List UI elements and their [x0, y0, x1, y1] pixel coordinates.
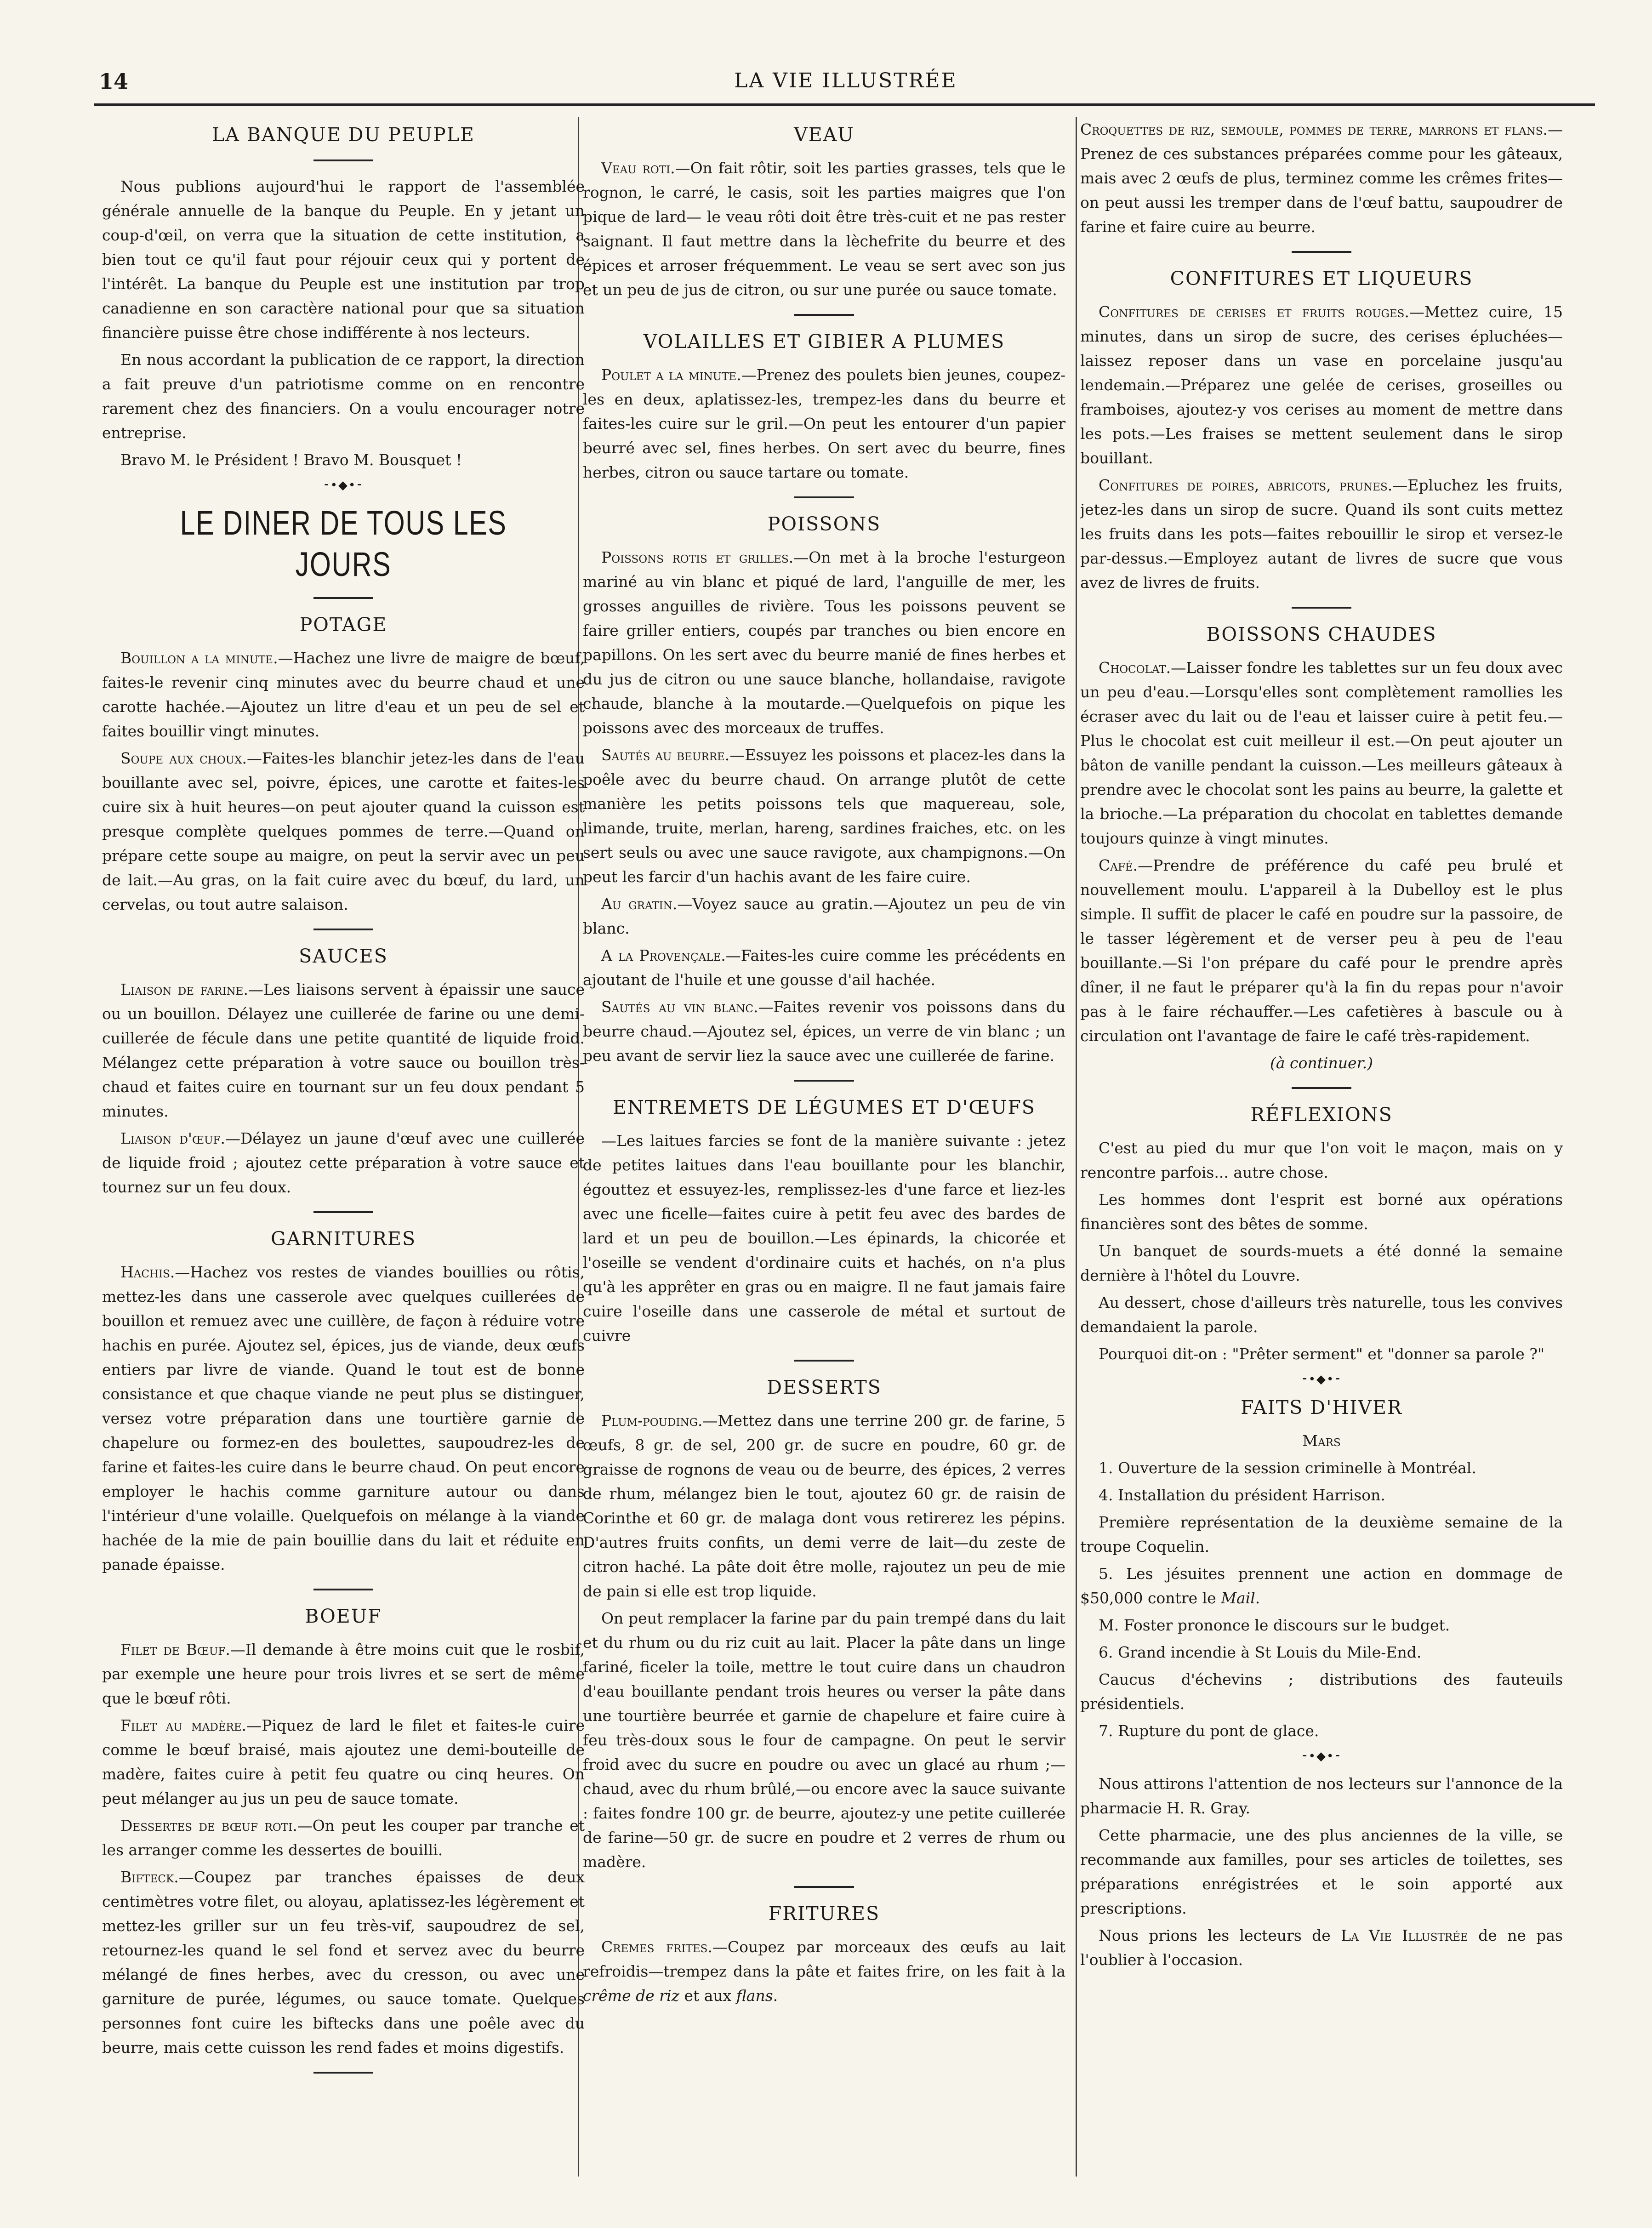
- recipe: [102, 1813, 585, 1862]
- section-rule: [1292, 1087, 1351, 1089]
- recipe: [102, 1637, 585, 1710]
- recipe-name: Filet au madère.: [120, 1716, 247, 1734]
- section-title: FRITURES: [768, 1903, 880, 1925]
- article-headline: LE DINER DE TOUS LES JOURS: [180, 504, 507, 583]
- recipe: [102, 746, 585, 917]
- paragraph: C'est au pied du mur que l'on voit le maçon, mais on y rencontre parfois... autre chose.: [1080, 1139, 1563, 1181]
- recipe: [583, 1935, 1065, 2008]
- recipe: [1080, 473, 1563, 595]
- paragraph: —Les laitues farcies se font de la manière suivante : jetez de petites laitues dans l'eau bouillante pour les blanchir, égouttez et essuyez-les, remplissez-les d'une farce et liez-les avec une ficelle—faites cuire à petit feu avec des bardes de lard et un peu de bouillon.—Les épinards, la chicorée et l'oseille se vendent d'ordinaire cuits et hachés, on n'a plus qu'à les apprêter en gras ou en maigre. Il ne faut jamais faire cuire l'oseille dans une casserole de métal et surtout de cuivre: [583, 1132, 1065, 1345]
- recipe: [102, 1126, 585, 1199]
- recipe: [583, 156, 1065, 302]
- list-item-text: .: [1255, 1589, 1260, 1607]
- list-item: Caucus d'échevins ; distributions des fauteuils présidentiels.: [1080, 1670, 1563, 1713]
- recipe-text: —Prendre de préférence du café peu brulé et nouvellement moulu. L'appareil à la Dubelloy est le plus simple. Il suffit de placer le café en poudre sur la passoire, de le tasser légèrement et de verser peu à peu de l'eau bouillante.—Si l'on prépare du café pour le prendre après dîner, il ne faut le préparer qu'à la fin du repas pour n'avoir pas à le faire réchauffer.—Les cafetières à bascule ou à circulation ont l'avantage de faire le café très-rapidement.: [1080, 856, 1563, 1045]
- recipe-text: —Hachez vos restes de viandes bouillies ou rôtis, mettez-les dans une casserole avec quelques cuillerées de bouillon et remuez avec une cuillère, de façon à réduire votre hachis en purée. Ajoutez sel, épices, jus de viande, deux œufs entiers par livre de viande. Quand le tout est de bonne consistance et que chaque viande ne peut plus se distinguer, versez votre préparation dans une tourtière garnie de chapelure ou formez-en des boulettes, saupoudrez-les de farine et faites-les cuire dans le beurre chaud. On peut encore employer le hachis comme garniture autour ou dans l'intérieur d'une volaille. Quelquefois on mélange à la viande hachée de la mie de pain bouillie dans du lait et réduite en panade épaisse.: [102, 1263, 585, 1573]
- recipe-text: —Prenez des poulets bien jeunes, coupez-les en deux, aplatissez-les, trempez-les dans du beurre et faites-les cuire sur le gril.—On peut les entourer d'un papier beurré avec sel, fines herbes. On sert avec du beurre, fines herbes, citron ou sauce tartare ou tomate.: [583, 366, 1065, 481]
- paragraph-text: de ne pas l'oublier à l'occasion.: [1080, 1926, 1563, 1969]
- masthead-title: LA VIE ILLUSTRÉE: [734, 69, 957, 92]
- recipe-text: —On met à la broche l'esturgeon mariné au vin blanc et piqué de lard, l'anguille de mer, les grosses anguilles de rivière. Tous les poissons peuvent se faire griller entiers, coupés par tranches ou bien encore en papillons. On les sert avec du beurre manié de fines herbes et du jus de citron ou une sauce blanche, hollandaise, ravigote chaude, blanche à la moutarde.—Quelquefois on pique les poissons avec des morceaux de truffes.: [583, 548, 1065, 737]
- list-item: Première représentation de la deuxième semaine de la troupe Coquelin.: [1080, 1513, 1563, 1556]
- column-divider: [1076, 117, 1077, 2177]
- recipe-text: —Laisser fondre les tablettes sur un feu doux avec un peu d'eau.—Lorsqu'elles sont complètement ramollies les écraser avec du lait ou de l'eau et laisser cuire à petit feu.—Plus le chocolat est cuit meilleur il est.—On peut ajouter un bâton de vanille pendant la cuisson.—Les meilleurs gâteaux à prendre avec le chocolat sont les pains au beurre, la galette et la brioche.—La préparation du chocolat en tablettes demande toujours quinze à vingt minutes.: [1080, 659, 1563, 847]
- recipe-text: —Faites-les blanchir jetez-les dans de l'eau bouillante avec sel, poivre, épices, une carotte et faites-les cuire six à huit heures—on peut ajouter quand la cuisson est presque complète quelques pommes de terre.—Quand on prépare cette soupe au maigre, on peut la servir avec un peu de lait.—Au gras, on la fait cuire avec du bœuf, du lard, un cervelas, ou tout autre salaison.: [102, 749, 585, 913]
- list-item: [1080, 1561, 1563, 1610]
- list-item-text: 5. Les jésuites prennent une action en dommage de $50,000 contre le: [1080, 1565, 1563, 1607]
- section-rule: [1292, 607, 1351, 609]
- paragraph: Nous publions aujourd'hui le rapport de l'assemblée générale annuelle de la banque du Peuple. En y jetant un coup-d'œil, on verra que la situation de cette institution, a bien tout ce qu'il faut pour réjouir ceux qui y portent de l'intérêt. La banque du Peuple est une institution par trop canadienne en son caractère national pour que sa situation financière puisse être chose indifférente à nos lecteurs.: [102, 177, 585, 342]
- recipe: [583, 743, 1065, 889]
- recipe-name: Chocolat.: [1099, 659, 1171, 677]
- recipe-name: A la Provençale.: [601, 946, 726, 964]
- recipe-text: —Coupez par morceaux des œufs au lait refroidis—trempez dans la pâte et faites frire, on les fait à la: [583, 1938, 1065, 1980]
- month-label: Mars: [1302, 1432, 1341, 1450]
- recipe: [102, 1713, 585, 1811]
- section-title: RÉFLEXIONS: [1250, 1104, 1393, 1126]
- section-rule: [313, 1589, 373, 1590]
- recipe-name: Confitures de poires, abricots, prunes.: [1099, 476, 1393, 494]
- recipe-name: Dessertes de bœuf roti.: [120, 1817, 297, 1835]
- list-item: 7. Rupture du pont de glace.: [1099, 1722, 1319, 1740]
- recipe-name: Café.: [1099, 856, 1138, 874]
- recipe: [1080, 853, 1563, 1048]
- recipe: [583, 892, 1065, 940]
- ornament-divider: ⁃•◆•⁃: [323, 479, 364, 492]
- paragraph: [1080, 1923, 1563, 1972]
- ornament-divider: ⁃•◆•⁃: [1301, 1373, 1342, 1386]
- recipe-name: Plum-pouding.: [601, 1412, 703, 1430]
- recipe-text: —Piquez de lard le filet et faites-le cuire comme le bœuf braisé, mais ajoutez une demi-bouteille de madère, faites cuire à petit feu quatre ou cinq heures. On peut mélanger au jus un peu de sauce tomate.: [102, 1716, 585, 1807]
- section-rule: [794, 1360, 854, 1362]
- recipe: [583, 1408, 1065, 1603]
- list-item: 6. Grand incendie à St Louis du Mile-End.: [1099, 1643, 1422, 1661]
- recipe-name: Filet de Bœuf.: [120, 1641, 230, 1658]
- recipe-text: et aux: [679, 1987, 736, 2005]
- recipe-name: Soupe aux choux.: [120, 749, 247, 767]
- paragraph: Les hommes dont l'esprit est borné aux opérations financières sont des bêtes de somme.: [1080, 1191, 1563, 1233]
- section-title: POTAGE: [299, 614, 387, 636]
- paragraph: Pourquoi dit-on : "Prêter serment" et "donner sa parole ?": [1099, 1345, 1545, 1363]
- paragraph: On peut remplacer la farine par du pain trempé dans du lait et du rhum ou du riz cuit au lait. Placer la pâte dans un linge fariné, ficeler la toile, mettre le tout cuire dans un chaudron d'eau bouillante pendant trois heures ou verser la pâte dans une tourtière beurrée et garnie de chapelure et faire cuire à feu très-doux sous le four de campagne. On peut le servir froid avec du sucre en poudre ou avec un glacé au rhum ;—chaud, avec du rhum brûlé,—ou encore avec la sauce suivante : faites fondre 100 gr. de beurre, ajoutez-y une petite cuillerée de farine—50 gr. de sucre en poudre et 2 verres de rhum ou madère.: [583, 1609, 1065, 1871]
- recipe-text: —Faites-les cuire comme les précédents en ajoutant de l'huile et une gousse d'ail hachée.: [583, 946, 1065, 989]
- page-number: 14: [99, 69, 129, 94]
- section-rule: [794, 314, 854, 316]
- section-title: LA BANQUE DU PEUPLE: [212, 124, 475, 146]
- recipe-text: —Hachez une livre de maigre de bœuf, faites-le revenir cinq minutes avec du beurre chaud et une carotte hachée.—Ajoutez un litre d'eau et un peu de sel et faites bouillir vingt minutes.: [102, 649, 585, 740]
- recipe-text: —Délayez un jaune d'œuf avec une cuillerée de liquide froid ; ajoutez cette préparation à votre sauce et tournez sur un feu doux.: [102, 1129, 585, 1196]
- recipe: [1080, 117, 1563, 239]
- section-title: DESSERTS: [767, 1376, 882, 1398]
- list-item: M. Foster prononce le discours sur le budget.: [1099, 1616, 1450, 1634]
- section-rule: [794, 496, 854, 498]
- recipe-text: .: [773, 1987, 778, 2005]
- ornament-divider: ⁃•◆•⁃: [1301, 1749, 1342, 1763]
- italic-text: flans: [736, 1987, 773, 2005]
- section-title: ENTREMETS DE LÉGUMES ET D'ŒUFS: [613, 1096, 1036, 1118]
- title-rule: [313, 160, 373, 161]
- paragraph: Nous attirons l'attention de nos lecteurs sur l'annonce de la pharmacie H. R. Gray.: [1080, 1775, 1563, 1817]
- section-rule: [1292, 251, 1351, 253]
- recipe: [1080, 300, 1563, 470]
- recipe: [102, 1260, 585, 1577]
- recipe: [583, 363, 1065, 484]
- paragraph: Cette pharmacie, une des plus anciennes de la ville, se recommande aux familles, pour ses articles de toilettes, ses préparations enrégistrées et le soin apporté aux prescriptions.: [1080, 1826, 1563, 1917]
- recipe-name: Sautés au vin blanc.: [601, 998, 758, 1016]
- section-title: BOEUF: [305, 1605, 382, 1627]
- recipe-text: —Il demande à être moins cuit que le rosbif, par exemple une heure pour trois livres et se sert de même que le bœuf rôti.: [102, 1641, 585, 1707]
- paragraph: Bravo M. le Président ! Bravo M. Bousquet !: [120, 451, 462, 469]
- paragraph: Au dessert, chose d'ailleurs très naturelle, tous les convives demandaient la parole.: [1080, 1293, 1563, 1336]
- paragraph-text: Nous prions les lecteurs de: [1099, 1926, 1341, 1944]
- title-rule: [313, 597, 373, 599]
- recipe-text: —Epluchez les fruits, jetez-les dans un sirop de sucre. Quand ils sont cuits mettez les fruits dans les pots—faites rebouillir le sirop et versez-le par-dessus.—Employez autant de livres de sucre que vous avez de livres de fruits.: [1080, 476, 1563, 592]
- section-title: CONFITURES ET LIQUEURS: [1170, 268, 1473, 290]
- publication-name: La Vie Illustrée: [1341, 1926, 1468, 1944]
- recipe: [102, 1865, 585, 2060]
- recipe-text: —Les liaisons servent à épaissir une sauce ou un bouillon. Délayez une cuillerée de farine ou une demi-cuillerée de fécule dans une petite quantité de liquide froid. Mélangez cette préparation à votre sauce ou bouillon très-chaud et faites cuire en tournant sur un feu doux pendant 5 minutes.: [102, 980, 585, 1120]
- recipe: [102, 977, 585, 1123]
- recipe-text: —Prenez de ces substances préparées comme pour les gâteaux, mais avec 2 œufs de plus, terminez comme les crêmes frites—on peut aussi les tremper dans de l'œuf battu, saupoudrer de farine et faire cuire au beurre.: [1080, 120, 1563, 236]
- recipe-text: —On peut les couper par tranche et les arranger comme les dessertes de bouilli.: [102, 1817, 585, 1859]
- recipe-name: Bouillon a la minute.: [120, 649, 278, 667]
- paragraph: Un banquet de sourds-muets a été donné la semaine dernière à l'hôtel du Louvre.: [1080, 1242, 1563, 1284]
- recipe-name: Croquettes de riz, semoule, pommes de terre, marrons et flans.: [1080, 120, 1548, 138]
- recipe: [583, 995, 1065, 1068]
- recipe-name: Sautés au beurre.: [601, 746, 730, 764]
- recipe: [583, 545, 1065, 740]
- recipe-name: Hachis.: [120, 1263, 175, 1281]
- recipe-name: Au gratin.: [601, 895, 678, 913]
- recipe-name: Confitures de cerises et fruits rouges.: [1099, 303, 1409, 321]
- list-item: 1. Ouverture de la session criminelle à Montréal.: [1099, 1459, 1476, 1477]
- continuation-note: (à continuer.): [1270, 1054, 1373, 1072]
- section-rule: [313, 2072, 373, 2074]
- recipe-text: —Mettez dans une terrine 200 gr. de farine, 5 œufs, 8 gr. de sel, 200 gr. de sucre en poudre, 60 gr. de graisse de rognons de veau ou de beurre, des épices, 2 verres de rhum, mélangez bien le tout, ajoutez 60 gr. de raisin de Corinthe et 60 gr. de malaga dont vous retirerez les pépins. D'autres fruits confits, un demi verre de lait—du zeste de citron haché. La pâte doit être molle, rajoutez un peu de mie de pain si elle est trop liquide.: [583, 1412, 1065, 1600]
- recipe-text: —On fait rôtir, soit les parties grasses, tels que le rognon, le carré, le casis, soit les parties maigres que l'on pique de lard— le veau rôti doit être très-cuit et ne pas rester saignant. Il faut mettre dans la lèchefrite du beurre et des épices et arroser fréquemment. Le veau se sert avec son jus et un peu de jus de citron, ou sur une purée ou sauce tomate.: [583, 159, 1065, 299]
- section-title: POISSONS: [767, 513, 881, 535]
- page-header: [99, 69, 1593, 105]
- recipe-name: Liaison d'œuf.: [120, 1129, 225, 1147]
- recipe-name: Bifteck.: [120, 1868, 179, 1886]
- section-title: GARNITURES: [270, 1228, 416, 1250]
- recipe-text: —Faites revenir vos poissons dans du beurre chaud.—Ajoutez sel, épices, un verre de vin blanc ; un peu avant de servir liez la sauce avec une cuillerée de farine.: [583, 998, 1065, 1065]
- recipe-text: —Coupez par tranches épaisses de deux centimètres votre filet, ou aloyau, aplatissez-les légèrement et mettez-les griller sur un feu très-vif, saupoudrez de sel, retournez-les quand le sel fond et servez avec du beurre mélangé de fines herbes, avec du cresson, ou avec une garniture de purée, légumes, ou sauce tomate. Quelques personnes font cuire les biftecks dans une poêle avec du beurre, mais cette cuisson les rend fades et moins digestifs.: [102, 1868, 585, 2057]
- recipe-name: Veau roti.: [601, 159, 675, 177]
- column-2: [583, 117, 1065, 2177]
- recipe-name: Cremes frites.: [601, 1938, 712, 1956]
- italic-text: crême de riz: [583, 1987, 679, 2005]
- section-rule: [313, 1211, 373, 1213]
- section-rule: [794, 1080, 854, 1082]
- recipe: [102, 646, 585, 743]
- section-title: FAITS D'HIVER: [1241, 1396, 1402, 1419]
- section-title: SAUCES: [299, 945, 388, 967]
- recipe-name: Poulet a la minute.: [601, 366, 741, 384]
- recipe-text: —Essuyez les poissons et placez-les dans la poêle avec du beurre chaud. On arrange plutôt de cette manière les petits poissons tels que maquereau, sole, limande, truite, merlan, hareng, sardines fraiches, etc. on les sert seuls ou avec une sauce ravigote, aux champignons.—On peut les farcir d'un hachis avant de les faire cuire.: [583, 746, 1065, 886]
- recipe: [583, 943, 1065, 992]
- column-1: [102, 117, 585, 2177]
- recipe-text: —Mettez cuire, 15 minutes, dans un sirop de sucre, des cerises épluchées—laissez reposer dans un vase en porcelaine jusqu'au lendemain.—Préparez une gelée de cerises, groseilles ou framboises, ajoutez-y vos cerises au moment de mettre dans les pots.—Les fraises se mettent seulement dans le sirop bouillant.: [1080, 303, 1563, 467]
- recipe-text: —Voyez sauce au gratin.—Ajoutez un peu de vin blanc.: [583, 895, 1065, 937]
- recipe: [1080, 655, 1563, 850]
- section-title: VOLAILLES ET GIBIER A PLUMES: [643, 330, 1005, 353]
- paragraph: En nous accordant la publication de ce rapport, la direction a fait preuve d'un patriotisme comme on en rencontre rarement chez des financiers. On a voulu encourager notre entreprise.: [102, 351, 585, 442]
- recipe-name: Poissons rotis et grilles.: [601, 548, 794, 566]
- section-rule: [794, 1886, 854, 1888]
- list-item: 4. Installation du président Harrison.: [1099, 1486, 1385, 1504]
- section-rule: [313, 929, 373, 930]
- column-3: [1080, 117, 1563, 2177]
- recipe-name: Liaison de farine.: [120, 980, 248, 998]
- italic-text: Mail: [1221, 1589, 1255, 1607]
- header-rule: [94, 103, 1595, 106]
- section-title: BOISSONS CHAUDES: [1206, 623, 1437, 645]
- section-title: VEAU: [794, 124, 854, 146]
